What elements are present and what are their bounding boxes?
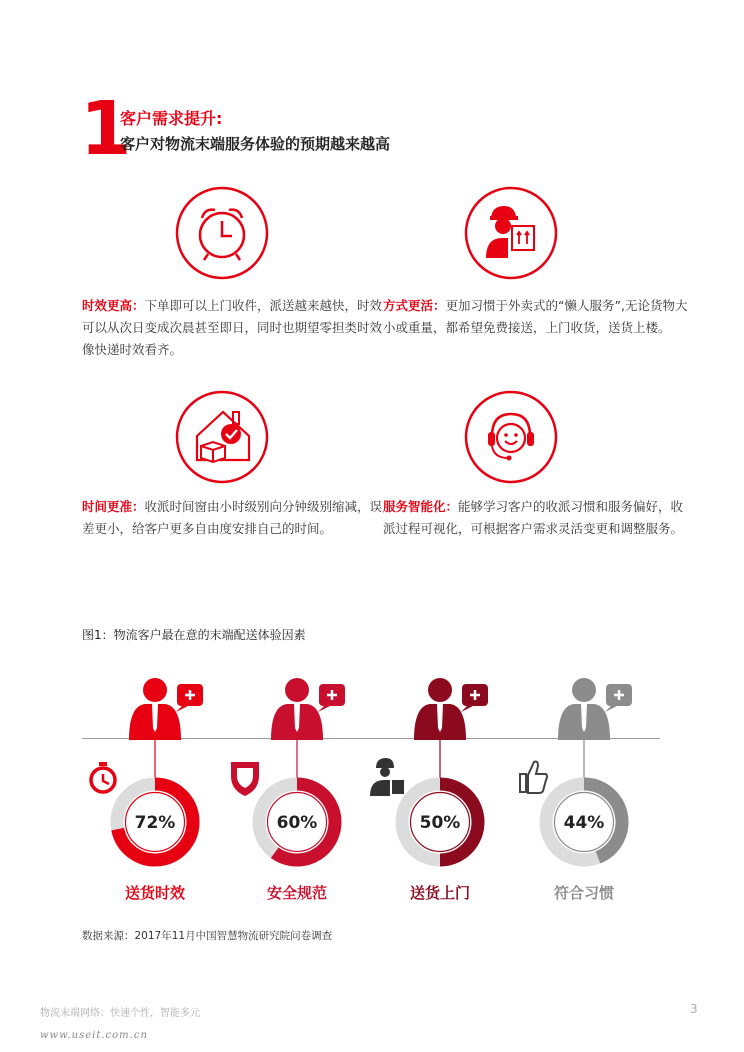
delivery-person-icon <box>464 186 558 280</box>
value-label-2: 60% <box>276 813 318 833</box>
data-source: 数据来源：2017年11月中国智慧物流研究院问卷调查 <box>82 930 333 942</box>
category-label-4: 符合习惯 <box>553 884 615 902</box>
feature-smart-service: 服务智能化：能够学习客户的收派习惯和服务偏好，收派过程可视化，可根据客户需求灵活变更和调整服务。 <box>383 499 684 536</box>
value-label-3: 50% <box>419 813 461 833</box>
thumbs-up-icon <box>520 762 547 794</box>
chart-group-3 <box>370 678 488 902</box>
person-head <box>428 678 452 702</box>
person-head <box>143 678 167 702</box>
stopwatch-icon <box>91 762 115 792</box>
feature-precise-time: 时间更准：收派时间窗由小时级别向分钟级别缩减，误差更小，给客户更多自由度安排自己的时间。 <box>82 499 383 536</box>
chart-group-2 <box>231 678 345 902</box>
value-label-1: 72% <box>134 813 176 833</box>
home-package-check-icon <box>175 390 269 484</box>
section-subtitle: 客户对物流末端服务体验的预期越来越高 <box>120 135 391 153</box>
headset-support-icon <box>464 390 558 484</box>
footer-text: 物流末端网络：快速个性，智能多元 <box>40 1008 200 1019</box>
chart-group-1 <box>91 678 203 902</box>
speech-tail <box>176 706 188 712</box>
speech-tail <box>461 706 473 712</box>
category-label-2: 安全规范 <box>266 884 328 902</box>
section-number: 1 <box>80 86 132 172</box>
value-label-4: 44% <box>563 813 605 833</box>
alarm-clock-icon <box>175 186 269 280</box>
section-title: 客户需求提升: <box>120 109 223 128</box>
donut-chart <box>0 660 744 920</box>
person-head <box>572 678 596 702</box>
category-label-1: 送货时效 <box>124 884 186 902</box>
category-label-3: 送货上门 <box>409 884 471 902</box>
figure-caption: 图1：物流客户最在意的末端配送体验因素 <box>82 628 306 642</box>
courier-icon <box>370 758 404 796</box>
person-head <box>285 678 309 702</box>
speech-tail <box>605 706 617 712</box>
feature-flexible: 方式更活：更加习惯于外卖式的“懒人服务”,无论货物大小或重量，都希望免费接送，上门收货，送货上楼。 <box>383 298 688 335</box>
page-number: 3 <box>690 1002 698 1016</box>
shield-icon <box>231 762 259 796</box>
watermark: www.useit.com.cn <box>40 1030 148 1041</box>
feature-speed: 时效更高：下单即可以上门收件，派送越来越快，时效可以从次日变成次晨甚至即日，同时也期望零担类时效像快递时效看齐。 <box>82 298 383 357</box>
speech-tail <box>318 706 330 712</box>
chart-group-4 <box>520 678 632 902</box>
